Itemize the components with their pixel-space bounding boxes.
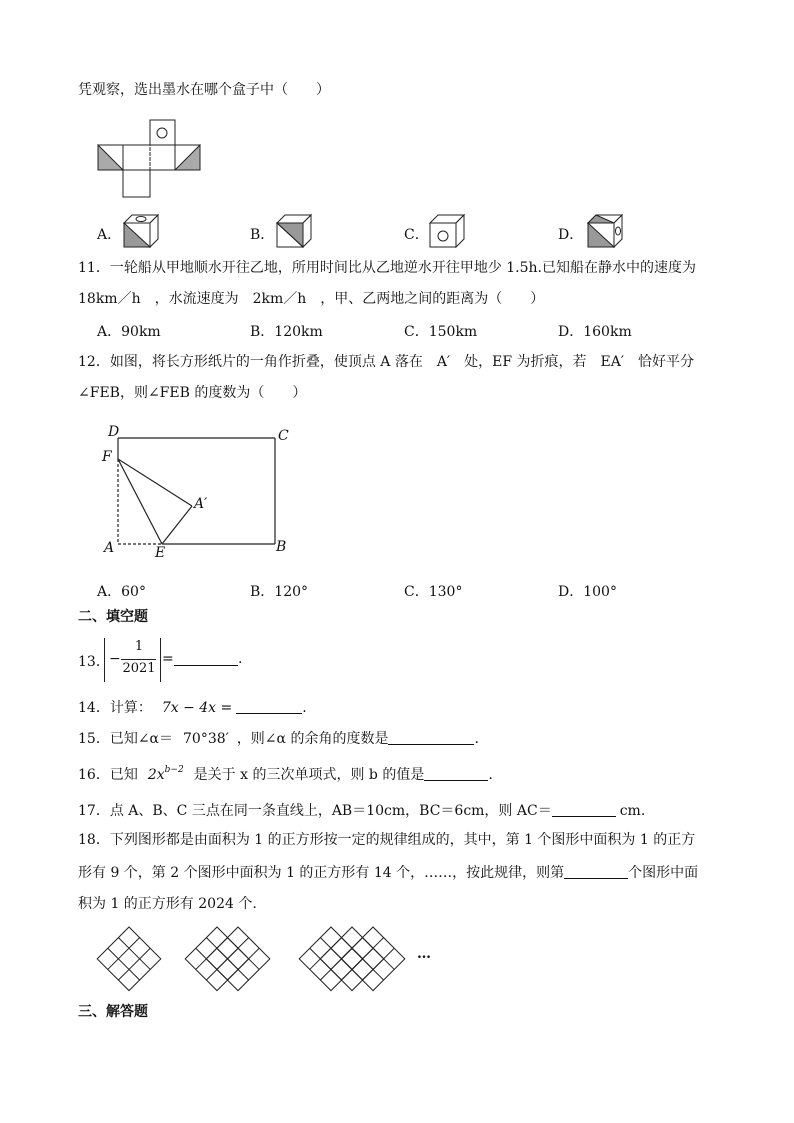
q13-number: 13．	[78, 654, 110, 670]
q10-option-c: C．	[404, 227, 429, 243]
q12-option-a-letter: A．	[97, 584, 122, 600]
pattern-figure-3	[298, 926, 412, 992]
cube-d-icon	[586, 213, 626, 249]
q15-end: .	[474, 731, 479, 747]
q12-option-b-letter: B．	[250, 584, 275, 600]
q10-stem: 凭观察，选出墨水在哪个盒子中（ ）	[78, 82, 330, 98]
q13-numerator: 1	[134, 639, 144, 654]
q12-option-c-text: 130°	[428, 584, 463, 600]
q11-option-b-letter: B．	[250, 324, 275, 340]
cube-a-icon	[122, 213, 162, 249]
rectangle-fold-figure	[100, 424, 300, 564]
label-d: D	[108, 424, 120, 440]
q11-option-a-text: 90km	[121, 324, 161, 340]
label-a: A	[104, 540, 115, 556]
q18-line1: 18．下列图形都是由面积为 1 的正方形按一定的规律组成的，其中，第 1 个图形中面积为 1 的正方	[78, 832, 696, 848]
q16-end: .	[488, 767, 493, 783]
q16-prefix: 16．已知	[78, 767, 138, 783]
q17-text: 17．点 A、B、C 三点在同一条直线上，AB＝10cm，BC＝6cm，则 AC＝	[78, 803, 552, 819]
q11-option-b	[250, 321, 323, 341]
q12-option-b-text: 120°	[274, 584, 309, 600]
q18-line2b: 个图形中面	[628, 865, 699, 881]
q16-coef: 2x	[147, 767, 165, 783]
q14-answer-blank[interactable]	[236, 699, 302, 714]
q12-line2: ∠FEB，则∠FEB 的度数为（ ）	[78, 385, 307, 401]
q12-option-c-letter: C．	[404, 584, 429, 600]
q13-minus: −	[109, 651, 121, 667]
q14-prefix: 14．计算：	[78, 700, 152, 716]
label-c: C	[278, 428, 289, 444]
pattern-figure-2	[184, 926, 274, 992]
q11-option-c-letter: C．	[404, 324, 429, 340]
q12-option-d	[558, 581, 617, 601]
q14-expr: 7x − 4x =	[161, 700, 233, 716]
q11-line2: 18km／h ，水流速度为 2km／h ，甲、乙两地之间的距离为（ ）	[78, 291, 545, 307]
q17-answer-blank[interactable]	[552, 802, 616, 817]
q11-option-c-text: 150km	[428, 324, 478, 340]
label-a-prime: A′	[194, 496, 208, 512]
q15-value: 70°38′	[183, 731, 229, 747]
q12-option-a-text: 60°	[121, 584, 146, 600]
q10-option-a: A．	[97, 227, 122, 243]
q15-answer-blank[interactable]	[388, 730, 474, 745]
pattern-figure-1	[96, 926, 162, 992]
q18-line3: 积为 1 的正方形有 2024 个.	[78, 896, 257, 912]
q16-exponent: b−2	[164, 765, 184, 775]
q15-prefix: 15．已知∠α＝	[78, 731, 173, 747]
q11-option-d-text: 160km	[583, 324, 632, 340]
q12-option-d-letter: D．	[558, 584, 584, 600]
q11-option-d	[558, 321, 632, 341]
q16-answer-blank[interactable]	[424, 766, 488, 781]
label-b: B	[276, 539, 287, 555]
q17-end: cm.	[619, 803, 646, 819]
q11-option-d-letter: D．	[558, 324, 584, 340]
q14-end: .	[302, 700, 307, 716]
q18-line2a: 形有 9 个，第 2 个图形中面积为 1 的正方形有 14 个，……，按此规律，则第	[78, 865, 565, 881]
q12-line1: 12．如图，将长方形纸片的一角作折叠，使顶点 A 落在 A′ 处，EF 为折痕，若 EA′ 恰好平分	[78, 354, 695, 370]
cube-b-icon	[275, 213, 315, 249]
q12-option-b	[250, 581, 308, 601]
q13-answer-blank[interactable]	[174, 651, 238, 666]
q16-middle: 是关于 x 的三次单项式，则 b 的值是	[193, 767, 425, 783]
q18-answer-blank[interactable]	[564, 864, 628, 879]
q13-equals: =	[162, 651, 174, 667]
label-e: E	[155, 545, 166, 561]
q10-option-b: B．	[250, 227, 275, 243]
q12-option-a	[97, 581, 146, 601]
q12-option-c	[404, 581, 462, 601]
q13-fraction-bar	[121, 659, 156, 660]
q11-line1: 11．一轮船从甲地顺水开往乙地，所用时间比从乙地逆水开往甲地少 1.5h.已知船在静水中的速度为	[78, 260, 696, 276]
q11-option-b-text: 120km	[274, 324, 323, 340]
cube-c-icon	[428, 213, 468, 249]
q11-option-c	[404, 321, 477, 341]
q13-denominator: 2021	[122, 661, 156, 676]
label-f: F	[102, 449, 112, 465]
q11-option-a-letter: A．	[97, 324, 122, 340]
q11-option-a	[97, 321, 161, 341]
q10-option-d: D．	[558, 227, 584, 243]
section-solve-title: 三、解答题	[78, 1004, 148, 1020]
q12-option-d-text: 100°	[583, 584, 617, 600]
cube-net-figure	[96, 118, 206, 200]
q15-middle: ，则∠α 的余角的度数是	[236, 731, 389, 747]
section-fill-in-title: 二、填空题	[78, 609, 148, 625]
q13-end: .	[238, 651, 243, 667]
pattern-ellipsis: …	[417, 946, 431, 962]
